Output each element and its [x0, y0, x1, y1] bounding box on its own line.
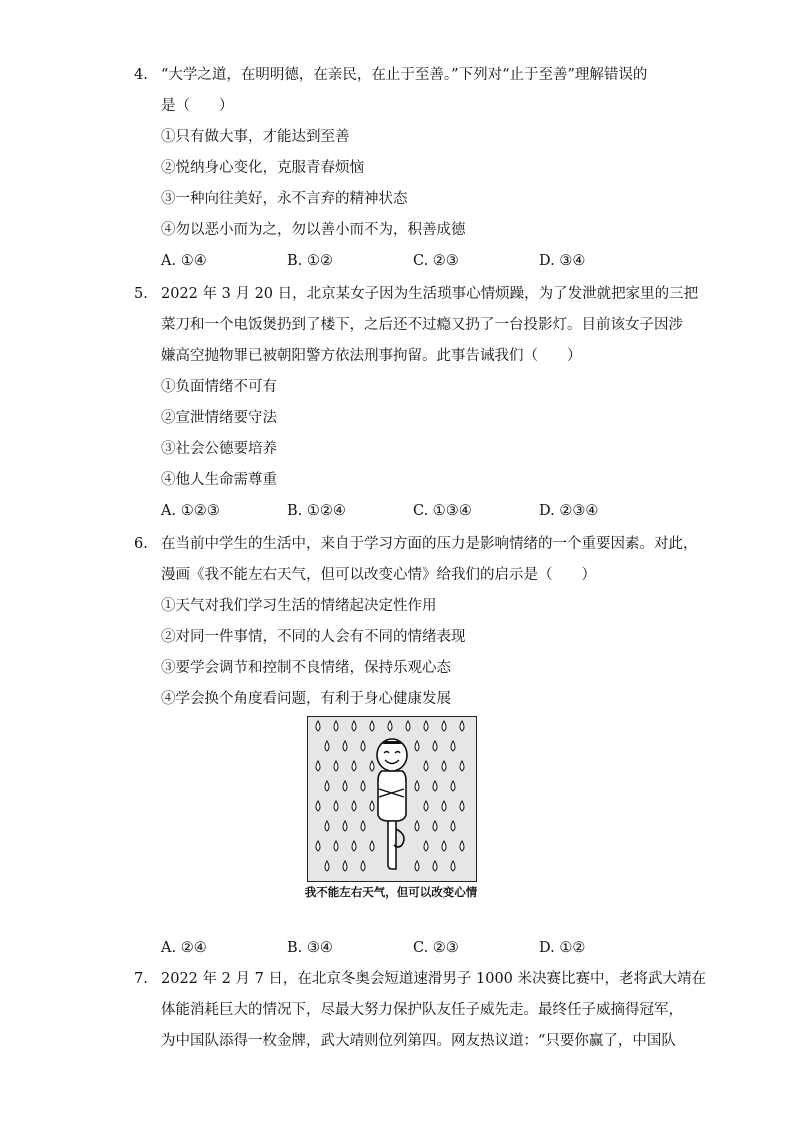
statement-item: ③社会公德要培养 [161, 441, 277, 457]
question-stem-line: 菜刀和一个电饭煲扔到了楼下，之后还不过瘾又扔了一台投影灯。目前该女子因涉 [161, 317, 683, 333]
question-stem-line: 漫画《我不能左右天气，但可以改变心情》给我们的启示是（ ） [161, 567, 596, 583]
option-b[interactable]: B. ①② [287, 253, 333, 269]
question-stem-line: 2022 年 2 月 7 日，在北京冬奥会短道速滑男子 1000 米决赛比赛中，老将武大靖在 [161, 971, 707, 987]
option-c[interactable]: C. ②③ [413, 253, 459, 269]
option-a[interactable]: A. ②④ [161, 940, 207, 956]
statement-item: ①只有做大事，才能达到至善 [161, 129, 350, 145]
answer-options [161, 496, 674, 527]
cartoon-rain-boy-icon [308, 717, 476, 881]
statement-item: ①天气对我们学习生活的情绪起决定性作用 [161, 598, 437, 614]
statement-item: ②对同一件事情，不同的人会有不同的情绪表现 [161, 629, 466, 645]
question-stem-line: 是（ ） [161, 98, 234, 114]
figure-caption: 我不能左右天气，但可以改变心情 [304, 885, 478, 899]
answer-options [161, 933, 674, 964]
option-b[interactable]: B. ③④ [287, 940, 333, 956]
option-c[interactable]: C. ①③④ [413, 503, 472, 519]
statement-item: ④学会换个角度看问题，有利于身心健康发展 [161, 691, 451, 707]
statement-item: ③一种向往美好，永不言弃的精神状态 [161, 191, 408, 207]
question-stem-line: “大学之道，在明明德，在亲民，在止于至善。”下列对“止于至善”理解错误的 [161, 67, 648, 83]
question-number: 7. [134, 971, 148, 987]
question-number: 5. [134, 286, 148, 302]
option-a[interactable]: A. ①②③ [161, 503, 220, 519]
question-6-options-block [134, 933, 674, 964]
question-stem-line: 为中国队添得一枚金牌，武大靖则位列第四。网友热议道：“只要你赢了，中国队 [161, 1033, 676, 1049]
cartoon-image [307, 716, 477, 882]
question-7 [134, 964, 707, 1057]
option-b[interactable]: B. ①②④ [287, 503, 346, 519]
question-6 [134, 529, 698, 715]
question-stem-line: 2022 年 3 月 20 日，北京某女子因为生活琐事心情烦躁，为了发泄就把家里的三把 [161, 286, 699, 302]
statement-item: ③要学会调节和控制不良情绪，保持乐观心态 [161, 660, 451, 676]
statement-item: ②悦纳身心变化，克服青春烦恼 [161, 160, 364, 176]
question-4 [134, 60, 674, 277]
statement-item: ②宣泄情绪要守法 [161, 410, 277, 426]
question-number: 6. [134, 536, 148, 552]
answer-options [161, 246, 674, 277]
question-stem-line: 体能消耗巨大的情况下，尽最大努力保护队友任子威先走。最终任子威摘得冠军， [161, 1002, 683, 1018]
question-number: 4. [134, 67, 148, 83]
question-stem-line: 在当前中学生的生活中，来自于学习方面的压力是影响情绪的一个重要因素。对此， [161, 536, 698, 552]
option-d[interactable]: D. ①② [539, 940, 586, 956]
question-stem-line: 嫌高空抛物罪已被朝阳警方依法刑事拘留。此事告诫我们（ ） [161, 348, 582, 364]
statement-item: ①负面情绪不可有 [161, 379, 277, 395]
option-c[interactable]: C. ②③ [413, 940, 459, 956]
statement-item: ④勿以恶小而为之，勿以善小而不为，积善成德 [161, 222, 466, 238]
option-d[interactable]: D. ③④ [539, 253, 586, 269]
question-5 [134, 279, 699, 527]
statement-item: ④他人生命需尊重 [161, 472, 277, 488]
option-d[interactable]: D. ②③④ [539, 503, 599, 519]
option-a[interactable]: A. ①④ [161, 253, 207, 269]
